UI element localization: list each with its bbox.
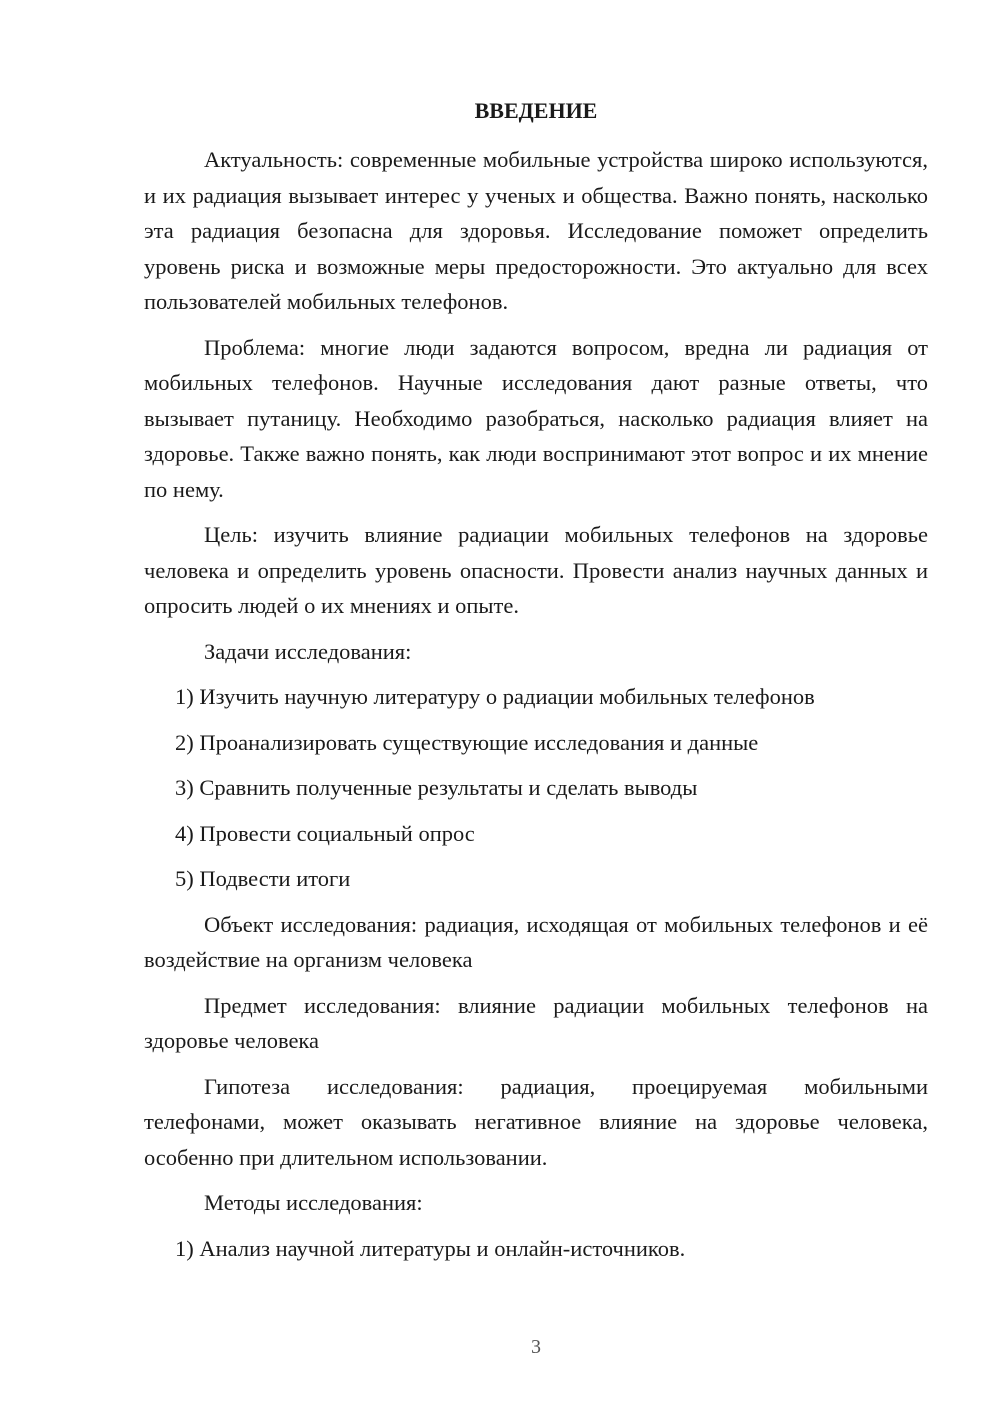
problem-paragraph: Проблема: многие люди задаются вопросом, вредна ли радиация от мобильных телефонов. Научные исследования дают разные ответы, что вызывает путаницу. Необходимо разобраться, насколько радиация влияет на здоровье. Также важно понять, как люди воспринимают этот вопрос и их мнение по нему. [144,334,928,502]
task-item: 5) Подвести итоги [175,866,351,891]
task-item: 3) Сравнить полученные результаты и сделать выводы [175,775,698,800]
hypothesis-paragraph: Гипотеза исследования: радиация, проецируемая мобильными телефонами, может оказывать негативное влияние на здоровье человека, особенно при длительном использовании. [144,1073,928,1170]
task-item: 1) Изучить научную литературу о радиации мобильных телефонов [175,684,815,709]
document-body [144,142,928,1276]
methods-heading: Методы исследования: [204,1190,423,1215]
task-item: 2) Проанализировать существующие исследования и данные [175,729,759,755]
page-number: 3 [531,1336,541,1358]
subject-paragraph: Предмет исследования: влияние радиации мобильных телефонов на здоровье человека [144,992,928,1053]
tasks-heading: Задачи исследования: [204,638,412,664]
method-item: 1) Анализ научной литературы и онлайн-источников. [175,1235,686,1261]
relevance-paragraph: Актуальность: современные мобильные устройства широко используются, и их радиация вызывает интерес у ученых и общества. Важно понять, насколько эта радиация безопасна для здоровья. Исследование поможет определить уровень риска и возможные меры предосторожности. Это актуально для всех пользователей мобильных телефонов. [144,147,928,314]
object-paragraph: Объект исследования: радиация, исходящая от мобильных телефонов и её воздействие на организм человека [144,911,928,972]
goal-paragraph: Цель: изучить влияние радиации мобильных телефонов на здоровье человека и определить уровень опасности. Провести анализ научных данных и опросить людей о их мнениях и опыте. [144,522,928,618]
task-item: 4) Провести социальный опрос [175,820,475,846]
section-title: ВВЕДЕНИЕ [474,98,598,123]
